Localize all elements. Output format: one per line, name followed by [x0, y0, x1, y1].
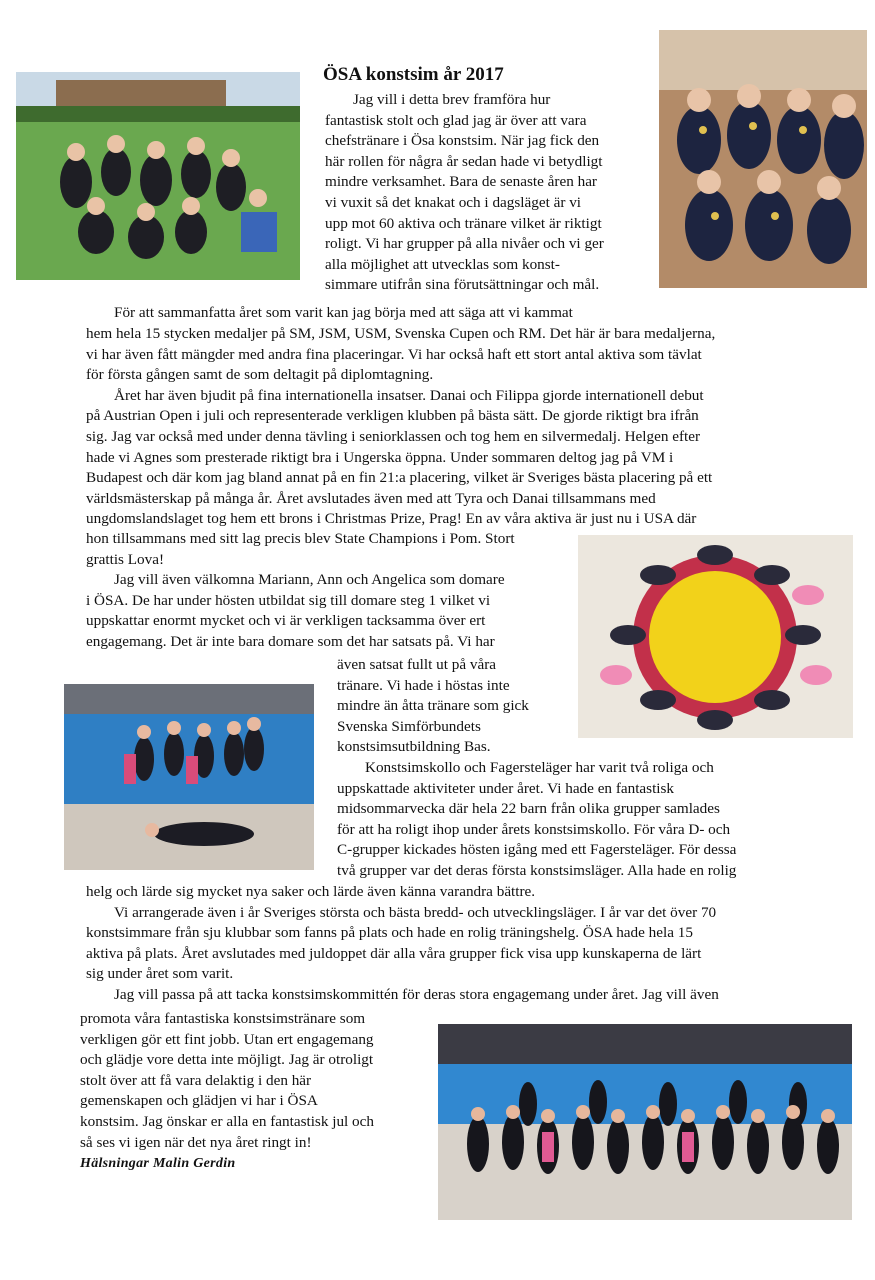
camp-line: Konstsimskollo och Fagersteläger har varit två roliga och [365, 759, 714, 776]
intro-paragraph [325, 90, 655, 296]
intro-line: vi vuxit så det knakat och i dagsläget är vi [325, 193, 582, 211]
judges-line: i ÖSA. De har under hösten utbildat sig till domare steg 1 vilket vi [86, 591, 491, 609]
trainers-paragraph [337, 655, 577, 758]
trainers-line: mindre än åtta tränare som gick [337, 697, 529, 715]
international-line: Budapest och där kom jag bland annat på en fin 21:a placering, vilket är Sveriges bästa placering på ett [86, 469, 713, 487]
judges-line: engagemang. Det är inte bara domare som det har satsats på. Vi har [86, 632, 495, 650]
thanks-line: verkligen gör ett fint jobb. Utan ert engagemang [80, 1030, 374, 1048]
development-line: aktiva på plats. Året avslutades med juldoppet där alla våra grupper fick visa upp kunskaperna de lärt [86, 944, 702, 962]
intro-line: här rollen för några år sedan hade vi betydligt [325, 152, 603, 170]
thanks-line: Jag vill passa på att tacka konstsimskommittén för deras stora engagemang under året. Jag vill även [114, 985, 719, 1003]
group-photo-on-grass [16, 72, 300, 280]
summary-line: vi har även fått mängder med andra fina placeringar. Vi har också haft ett stort antal aktiva som tävlat [86, 345, 702, 363]
intro-line: roligt. Vi har grupper på alla nivåer och vi ger [325, 235, 604, 253]
group-photo-with-medals [659, 30, 867, 288]
camp-line: uppskattade aktiviteter under året. Vi hade en fantastisk [337, 779, 675, 797]
international-line: på Austrian Open i juli och representerade verkligen klubben på bästa sätt. De gjorde riktigt bra ifrån [86, 407, 699, 425]
camp-line: för att ha roligt ihop under årets konstsimskollo. För våra D- och [337, 820, 731, 838]
international-line: Året har även bjudit på fina internationella insatser. Danai och Filippa gjorde internationell debut [114, 386, 704, 404]
camp-line: midsommarvecka där hela 22 barn från olika grupper samlades [337, 800, 720, 818]
international-line: hon tillsammans med sitt lag precis blev State Champions i Pom. Stort [86, 530, 515, 547]
circle-photo-on-floor [578, 535, 853, 738]
summary-line: hem hela 15 stycken medaljer på SM, JSM, USM, Svenska Cupen och RM. Det här är bara medaljerna, [86, 325, 716, 342]
judges-line: Jag vill även välkomna Mariann, Ann och Angelica som domare [114, 571, 505, 589]
camp-line: två grupper var det deras första konstsimsläger. Alla hade en rolig [337, 861, 737, 879]
summary-paragraph [86, 324, 796, 530]
development-line: sig under året som varit. [86, 965, 234, 983]
thanks-line: promota våra fantastiska konstsimstränare som [80, 1010, 366, 1027]
international-line: hade vi Agnes som presterade riktigt bra i Ungerska öppna. Under sommaren deltog jag på VM i [86, 448, 674, 466]
intro-line: simmare utifrån sina förutsättningar och mål. [325, 276, 600, 294]
trainers-line: Svenska Simförbundets [337, 717, 481, 735]
trainers-line: konstsimsutbildning Bas. [337, 738, 491, 756]
judges-paragraph [86, 529, 576, 653]
thanks-line: och glädje vore detta inte möjligt. Jag är otroligt [80, 1051, 374, 1069]
intro-line: upp mot 60 aktiva och tränare vilket är riktigt [325, 214, 602, 232]
thanks-line: så ses vi igen när det nya året ringt in! [80, 1133, 312, 1151]
international-line: grattis Lova! [86, 550, 165, 568]
thanks-line: stolt över att få vara delaktig i den här [80, 1071, 312, 1089]
thanks-line: konstsim. Jag önskar er alla en fantastisk jul och [80, 1112, 374, 1130]
international-line: världsmästerskap på många år. Året avslutades även med att Tyra och Danai tillsammans med [86, 489, 656, 507]
intro-line: chefstränare i Ösa konstsim. När jag fick den [325, 132, 600, 150]
international-line: ungdomslandslaget tog hem ett brons i Christmas Prize, Prag! En av våra aktiva är just nu i USA där [86, 510, 697, 528]
summary-paragraph-start [86, 303, 656, 324]
development-line: Vi arrangerade även i år Sveriges största och bästa bredd- och utvecklingsläger. I år var det över 70 [114, 903, 717, 921]
development-paragraph [86, 882, 796, 1006]
thanks-line: gemenskapen och glädjen vi har i ÖSA [80, 1092, 318, 1110]
camp-paragraph [337, 758, 807, 882]
summary-line: För att sammanfatta året som varit kan jag börja med att säga att vi kammat [114, 304, 573, 321]
intro-line: Jag vill i detta brev framföra hur [353, 91, 551, 108]
trainers-line: tränare. Vi hade i höstas inte [337, 676, 510, 694]
intro-line: alla möjlighet att utvecklas som konst- [325, 255, 560, 273]
thanks-paragraph [80, 1009, 435, 1153]
intro-line: fantastisk stolt och glad jag är över att vara [325, 111, 587, 129]
judges-line: uppskattar enormt mycket och vi är verkligen tacksamma över ert [86, 612, 486, 630]
development-line: konstsimmare från sju klubbar som fanns på plats och hade en rolig träningshelg. ÖSA hade hela 15 [86, 924, 693, 942]
full-team-photo-at-pool [438, 1024, 852, 1220]
pool-pose-photo [64, 684, 314, 870]
international-line: sig. Jag var också med under denna tävling i seniorklassen och tog hem en silvermedalj. Helgen efter [86, 427, 701, 445]
camp-line: helg och lärde sig mycket nya saker och lärde även känna varandra bättre. [86, 883, 536, 900]
intro-line: mindre verksamhet. Bara de senaste åren har [325, 173, 597, 191]
summary-line: för första gången samt de som deltagit på diplomtagning. [86, 366, 434, 384]
camp-line: C-grupper kickades hösten igång med ett Fagersteläger. För dessa [337, 841, 737, 859]
trainers-line: även satsat fullt ut på våra [337, 656, 496, 673]
signature: Hälsningar Malin Gerdin [80, 1156, 236, 1171]
page-title: ÖSA konstsim år 2017 [323, 64, 504, 85]
